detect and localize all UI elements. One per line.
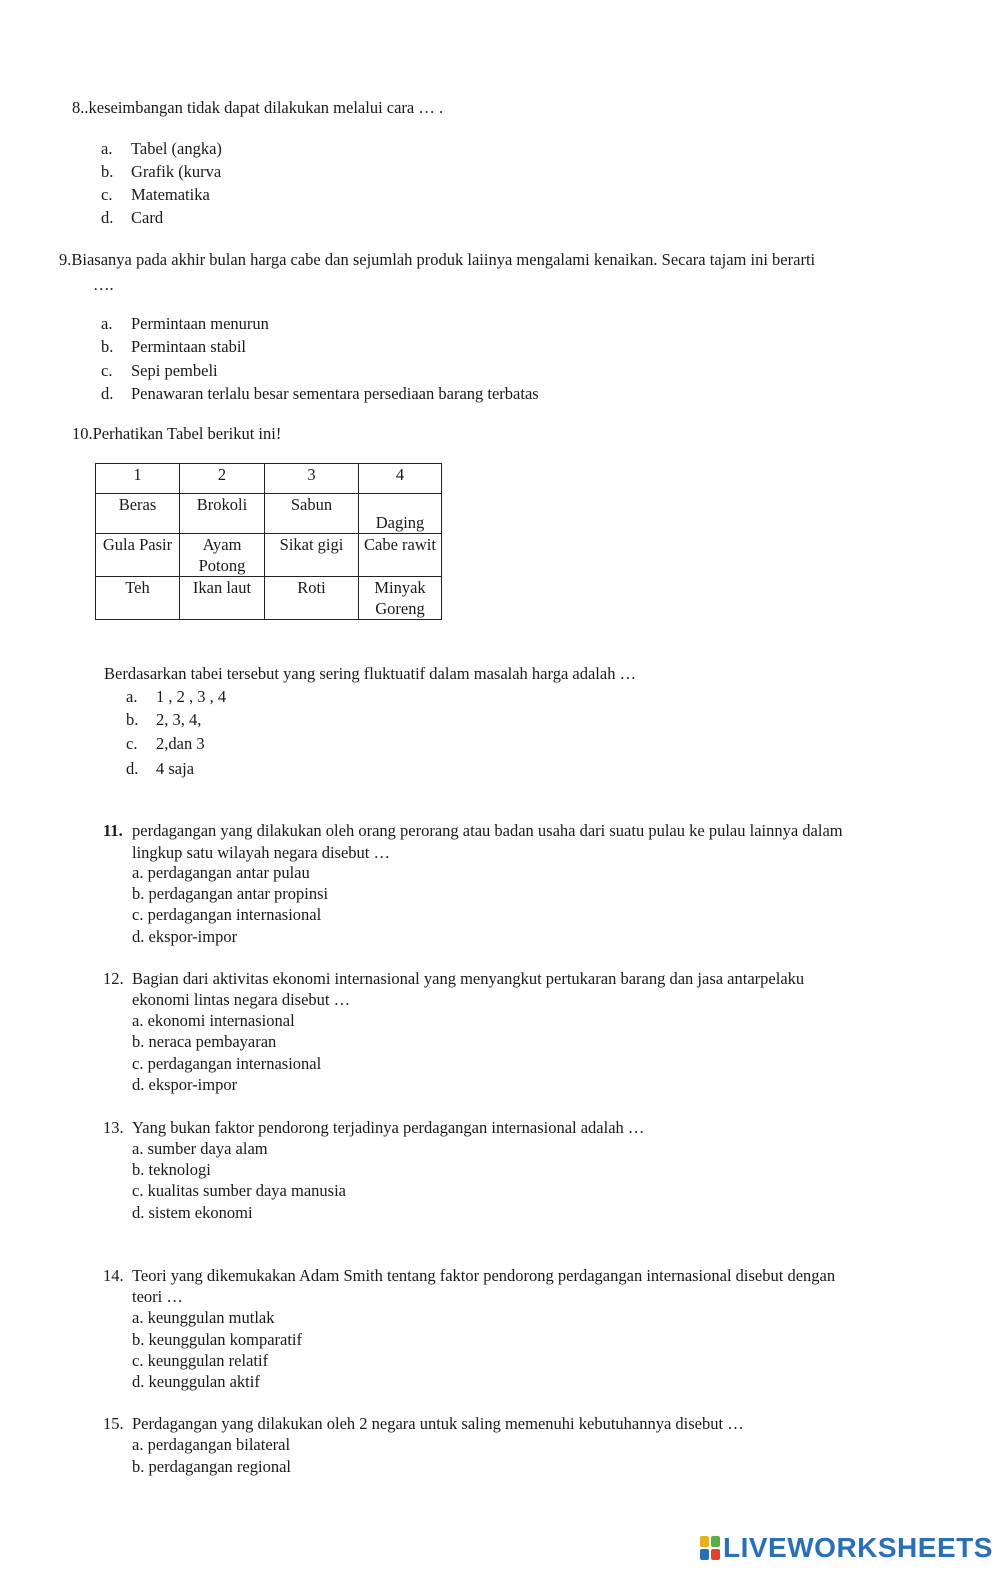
q12-option-b[interactable]: b. neraca pembayaran xyxy=(132,1032,277,1051)
q12-number: 12. xyxy=(103,969,124,988)
q9-option-d[interactable] xyxy=(101,383,539,405)
option-letter: d. xyxy=(101,208,114,227)
q10-option-d[interactable] xyxy=(126,758,194,780)
q14-question-line1: Teori yang dikemukakan Adam Smith tentang faktor pendorong perdagangan internasional disebut dengan xyxy=(132,1266,836,1285)
table-cell: Sikat gigi xyxy=(265,534,359,577)
q8-option-b[interactable] xyxy=(101,161,221,183)
option-text: 2, 3, 4, xyxy=(156,710,202,729)
table-cell: Sabun xyxy=(265,494,359,534)
option-text: 1 , 2 , 3 , 4 xyxy=(156,687,227,706)
q12-option-d[interactable]: d. ekspor-impor xyxy=(132,1075,238,1094)
q11-option-c[interactable]: c. perdagangan internasional xyxy=(132,905,322,924)
q12-question-line2: ekonomi lintas negara disebut … xyxy=(132,990,351,1009)
q13-question-line1: Yang bukan faktor pendorong terjadinya perdagangan internasional adalah … xyxy=(132,1118,645,1137)
q15-option-b[interactable]: b. perdagangan regional xyxy=(132,1457,291,1476)
q11-number: 11. xyxy=(103,821,123,840)
logo-mark-tile xyxy=(700,1549,709,1560)
table-cell: Minyak Goreng xyxy=(359,577,442,620)
liveworksheets-mark-icon xyxy=(700,1536,720,1560)
liveworksheets-logo[interactable] xyxy=(700,1533,993,1563)
table-header-cell: 1 xyxy=(96,464,180,494)
q12-option-a[interactable]: a. ekonomi internasional xyxy=(132,1011,295,1030)
logo-mark-tile xyxy=(700,1536,709,1547)
q15-option-a[interactable]: a. perdagangan bilateral xyxy=(132,1435,291,1454)
table-cell: Brokoli xyxy=(180,494,265,534)
q13-option-a[interactable]: a. sumber daya alam xyxy=(132,1139,268,1158)
logo-text: LIVEWORKSHEETS xyxy=(723,1532,993,1563)
q8-option-d[interactable] xyxy=(101,207,163,229)
q15-question-line1: Perdagangan yang dilakukan oleh 2 negara untuk saling memenuhi kebutuhannya disebut … xyxy=(132,1414,744,1433)
option-letter: c. xyxy=(101,361,113,380)
q10-option-a[interactable] xyxy=(126,686,226,708)
option-text: 4 saja xyxy=(156,759,195,778)
q11-question-line2: lingkup satu wilayah negara disebut … xyxy=(132,843,390,862)
q14-option-c[interactable]: c. keunggulan relatif xyxy=(132,1351,269,1370)
q14-option-a[interactable]: a. keunggulan mutlak xyxy=(132,1308,275,1327)
q14-option-b[interactable]: b. keunggulan komparatif xyxy=(132,1330,302,1349)
option-letter: b. xyxy=(126,710,139,729)
q10-option-b[interactable] xyxy=(126,709,201,731)
option-letter: b. xyxy=(101,162,114,181)
q13-number: 13. xyxy=(103,1118,124,1137)
table-cell: Teh xyxy=(96,577,180,620)
table-header-cell: 4 xyxy=(359,464,442,494)
table-row xyxy=(96,534,442,577)
option-letter: a. xyxy=(101,314,113,333)
q14-question-line2: teori … xyxy=(132,1287,183,1306)
logo-mark-tile xyxy=(711,1549,720,1560)
table-cell: Roti xyxy=(265,577,359,620)
option-text: Penawaran terlalu besar sementara persediaan barang terbatas xyxy=(131,384,539,403)
product-table xyxy=(95,463,442,620)
option-text: Card xyxy=(131,208,164,227)
table-header-row xyxy=(96,464,442,494)
q13-option-c[interactable]: c. kualitas sumber daya manusia xyxy=(132,1181,346,1200)
q12-option-c[interactable]: c. perdagangan internasional xyxy=(132,1054,322,1073)
option-text: Tabel (angka) xyxy=(131,139,222,158)
option-letter: d. xyxy=(101,384,114,403)
option-letter: c. xyxy=(101,185,113,204)
q10-prompt: Berdasarkan tabei tersebut yang sering fluktuatif dalam masalah harga adalah … xyxy=(104,664,637,683)
q13-option-d[interactable]: d. sistem ekonomi xyxy=(132,1203,253,1222)
q9-option-b[interactable] xyxy=(101,336,246,358)
table-row xyxy=(96,494,442,534)
q11-option-b[interactable]: b. perdagangan antar propinsi xyxy=(132,884,329,903)
option-text: Matematika xyxy=(131,185,210,204)
q11-option-a[interactable]: a. perdagangan antar pulau xyxy=(132,863,310,882)
option-text: 2,dan 3 xyxy=(156,734,205,753)
q14-number: 14. xyxy=(103,1266,124,1285)
table-header-cell: 3 xyxy=(265,464,359,494)
table-cell: Cabe rawit xyxy=(359,534,442,577)
q8-option-a[interactable] xyxy=(101,138,222,160)
table-cell: Gula Pasir xyxy=(96,534,180,577)
q11-option-d[interactable]: d. ekspor-impor xyxy=(132,927,238,946)
q13-option-b[interactable]: b. teknologi xyxy=(132,1160,211,1179)
option-text: Sepi pembeli xyxy=(131,361,218,380)
option-letter: c. xyxy=(126,734,138,753)
q9-question: 9.Biasanya pada akhir bulan harga cabe dan sejumlah produk laiinya mengalami kenaikan. Secara tajam ini berarti xyxy=(59,250,816,269)
option-letter: a. xyxy=(101,139,113,158)
option-letter: b. xyxy=(101,337,114,356)
q8-option-c[interactable] xyxy=(101,184,210,206)
q9-question-cont: …. xyxy=(93,275,114,294)
logo-mark-tile xyxy=(711,1536,720,1547)
table-cell: Beras xyxy=(96,494,180,534)
q12-question-line1: Bagian dari aktivitas ekonomi internasional yang menyangkut pertukaran barang dan jasa antarpelaku xyxy=(132,969,805,988)
option-text: Permintaan stabil xyxy=(131,337,247,356)
table-row xyxy=(96,577,442,620)
option-text: Grafik (kurva xyxy=(131,162,222,181)
q8-question: 8..keseimbangan tidak dapat dilakukan melalui cara … . xyxy=(72,98,444,117)
q10-question: 10.Perhatikan Tabel berikut ini! xyxy=(72,424,282,443)
q10-option-c[interactable] xyxy=(126,733,205,755)
option-text: Permintaan menurun xyxy=(131,314,269,333)
q11-question-line1: perdagangan yang dilakukan oleh orang perorang atau badan usaha dari suatu pulau ke pulau lainnya dalam xyxy=(132,821,843,840)
q9-option-c[interactable] xyxy=(101,360,218,382)
q14-option-d[interactable]: d. keunggulan aktif xyxy=(132,1372,260,1391)
table-header-cell: 2 xyxy=(180,464,265,494)
table-cell: Ikan laut xyxy=(180,577,265,620)
table-cell: Daging xyxy=(359,494,442,534)
q9-option-a[interactable] xyxy=(101,313,269,335)
option-letter: d. xyxy=(126,759,139,778)
option-letter: a. xyxy=(126,687,138,706)
q15-number: 15. xyxy=(103,1414,124,1433)
table-cell: Ayam Potong xyxy=(180,534,265,577)
